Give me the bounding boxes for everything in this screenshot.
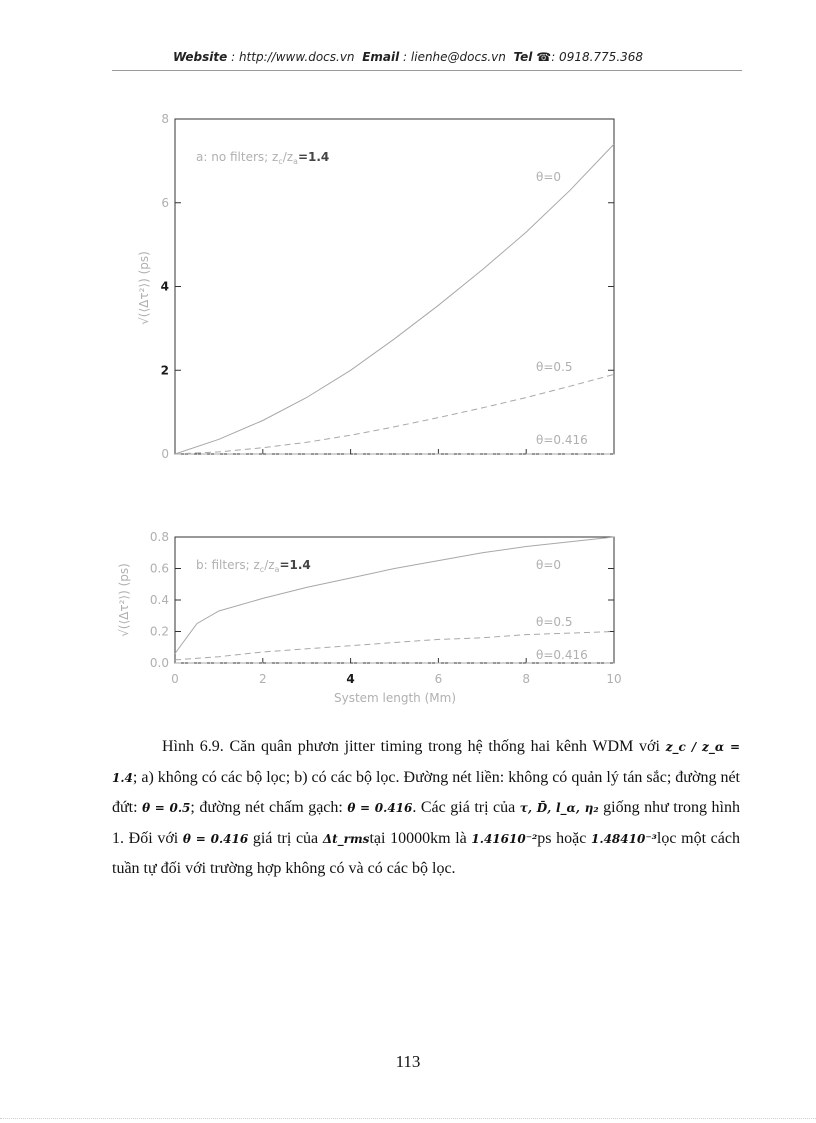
pb-ytick-label-2: 0.4 xyxy=(149,593,169,607)
panel-a-ylabel: √(⟨Δτ²⟩) (ps) xyxy=(137,251,151,325)
pa-ytick-label-4: 8 xyxy=(161,112,169,126)
pa-ytick-label-2: 4 xyxy=(160,279,169,294)
panel-a-label: a: no filters; $z_c/z_a=1.4$ xyxy=(196,150,330,166)
email-address[interactable]: : lienhe@docs.vn xyxy=(403,50,506,64)
page-number: 113 xyxy=(395,1052,421,1071)
pb-ytick-label-4: 0.8 xyxy=(149,530,169,544)
phone-icon: ☎ xyxy=(536,50,552,64)
website-label: Website xyxy=(172,50,228,64)
caption-text-8: ps hoặc xyxy=(537,829,592,847)
panel-b-legend-theta-0.5: θ=0.5 xyxy=(536,615,573,629)
pa-ytick-label-0: 0 xyxy=(161,447,169,461)
panel-b-label: b: filters; $z_c/z_a=1.4$ xyxy=(196,558,311,574)
pa-ytick-label-3: 6 xyxy=(161,195,169,210)
website-url[interactable]: : http://www.docs.vn xyxy=(231,50,355,64)
caption-text-1: Hình 6.9. Căn quân phươn jitter timing trong hệ thống hai kênh WDM với xyxy=(162,738,666,755)
panel-b-frame xyxy=(175,537,614,663)
caption-text-2: ; a) không có các bộ lọc; b) có các bộ lọc. Đường nét liền: không có quản lý tán sắc; đường nét đứt: xyxy=(112,768,740,816)
tel-number: : 0918.775.368 xyxy=(551,50,644,64)
panel-a-legend-theta-0: θ=0 xyxy=(536,170,562,184)
page-bottom-rule xyxy=(0,1118,816,1119)
panel-a-legend-theta-0.5: θ=0.5 xyxy=(536,360,573,374)
caption-text-6: giá trị của xyxy=(248,829,323,847)
pb-xtick-label-1: 2 xyxy=(258,672,267,686)
caption-text-3: ; đường nét chấm gạch: xyxy=(190,799,348,816)
pb-xtick-label-4: 8 xyxy=(522,672,531,686)
caption-math-ratio: z_c / z_α = 1.4 xyxy=(112,740,741,785)
caption-math-value-1: 1.41610⁻² xyxy=(471,831,538,846)
panel-b-legend-theta-0.416: θ=0.416 xyxy=(536,648,588,662)
panel-a-y-ticks xyxy=(161,112,614,461)
caption-text-4: . Các giá trị của xyxy=(412,799,520,816)
caption-math-theta-0416-b: θ = 0.416 xyxy=(182,831,249,846)
pb-xtick-label-5: 10 xyxy=(606,672,622,686)
pb-xtick-label-0: 0 xyxy=(171,672,179,686)
panel-b-legend-theta-0: θ=0 xyxy=(536,558,562,572)
figure-caption xyxy=(112,732,740,885)
caption-math-value-2: 1.48410⁻³ xyxy=(591,831,657,846)
caption-math-params: τ, D̄, l_α, η₂ xyxy=(519,801,599,815)
pb-xtick-label-3: 6 xyxy=(434,672,443,686)
email-label: Email xyxy=(362,50,400,64)
pb-xtick-label-2: 4 xyxy=(346,672,355,686)
caption-text-7: tại 10000km là xyxy=(369,829,472,847)
pb-ytick-label-3: 0.6 xyxy=(149,561,169,576)
pa-ytick-label-1: 2 xyxy=(160,363,169,378)
panel-a-legend-theta-0.416: θ=0.416 xyxy=(536,433,588,447)
caption-text-9: lọc một cách tuần tự đối với trường hợp không có và có các bộ lọc. xyxy=(112,829,740,877)
tel-label: Tel xyxy=(513,50,533,64)
panel-b-series-theta-0 xyxy=(175,537,614,654)
panel-a-series-theta-0 xyxy=(175,144,614,454)
panel-b-x-ticks xyxy=(171,658,621,686)
caption-paragraph xyxy=(112,732,740,885)
panel-b-ylabel: √(⟨Δτ²⟩) (ps) xyxy=(117,563,131,637)
caption-math-theta-0416: θ = 0.416 xyxy=(347,801,413,815)
caption-math-theta-05: θ = 0.5 xyxy=(142,801,191,815)
pb-ytick-label-1: 0.2 xyxy=(149,624,169,639)
caption-text-5: giống như trong hình 1. Đối với xyxy=(112,799,740,847)
caption-math-dt-rms: Δt_rms xyxy=(322,831,370,846)
panel-b-xlabel: System length (Mm) xyxy=(333,691,457,705)
pb-ytick-label-0: 0.0 xyxy=(149,656,169,670)
